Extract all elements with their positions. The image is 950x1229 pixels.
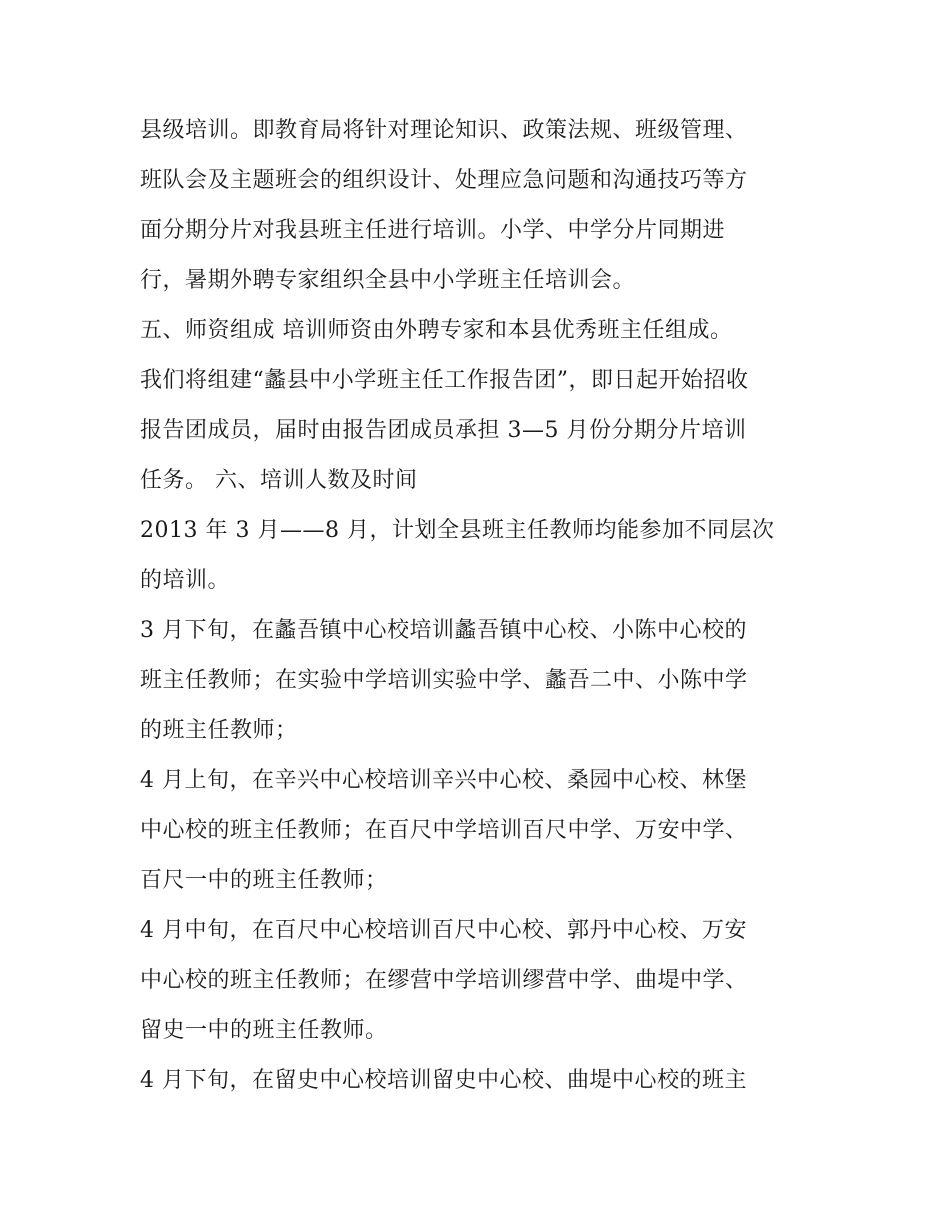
text-line: 班主任教师；在实验中学培训实验中学、蠡吾二中、小陈中学 [140,668,748,693]
text-line: 4 月中旬，在百尺中心校培训百尺中心校、郭丹中心校、万安 [140,918,747,943]
text-line: 中心校的班主任教师；在缪营中学培训缪营中学、曲堤中学、 [140,968,748,993]
text-line: 班队会及主题班会的组织设计、处理应急问题和沟通技巧等方 [140,168,748,193]
text-line: 我们将组建“蠡县中小学班主任工作报告团”，即日起开始招收 [140,368,749,393]
text-line: 行，暑期外聘专家组织全县中小学班主任培训会。 [140,268,636,293]
text-line: 3 月下旬，在蠡吾镇中心校培训蠡吾镇中心校、小陈中心校的 [140,618,747,643]
text-line: 百尺一中的班主任教师； [140,868,388,893]
document-body [140,106,820,1106]
text-line: 面分期分片对我县班主任进行培训。小学、中学分片同期进 [140,218,726,243]
text-line: 五、师资组成 培训师资由外聘专家和本县优秀班主任组成。 [140,318,733,343]
text-line: 4 月上旬，在辛兴中心校培训辛兴中心校、桑园中心校、林堡 [140,768,747,793]
text-line: 2013 年 3 月——8 月，计划全县班主任教师均能参加不同层次 [140,518,775,543]
text-line: 任务。 六、培训人数及时间 [140,468,418,493]
text-line: 中心校的班主任教师；在百尺中学培训百尺中学、万安中学、 [140,818,748,843]
text-line: 4 月下旬，在留史中心校培训留史中心校、曲堤中心校的班主 [140,1068,747,1093]
text-line: 的培训。 [140,568,231,593]
text-line: 报告团成员，届时由报告团成员承担 3—5 月份分期分片培训 [140,418,747,443]
text-line: 县级培训。即教育局将针对理论知识、政策法规、班级管理、 [140,118,748,143]
text-line: 留史一中的班主任教师。 [140,1018,388,1043]
text-line: 的班主任教师； [140,718,298,743]
